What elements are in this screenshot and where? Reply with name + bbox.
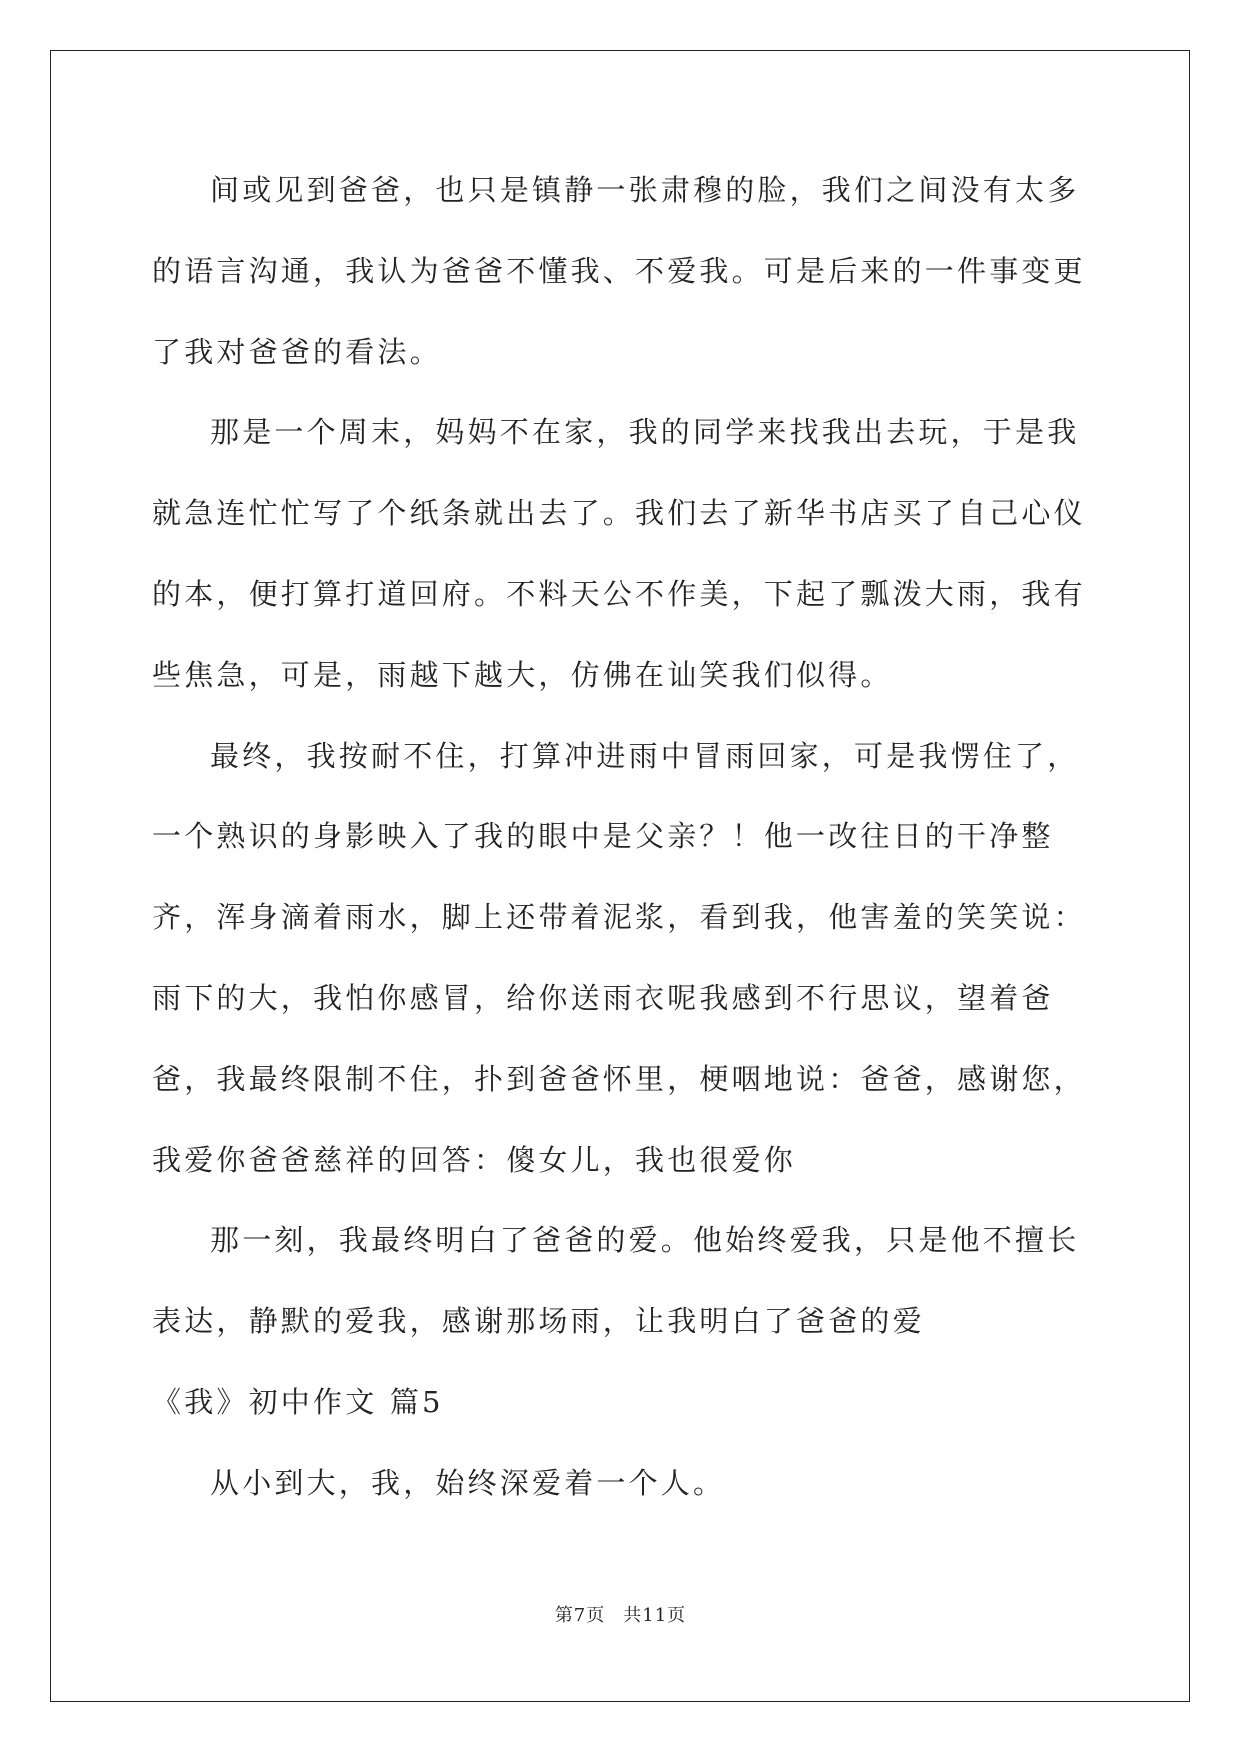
essay-heading: 《我》初中作文 篇5 (152, 1384, 444, 1419)
paragraph-5: 从小到大，我，始终深爱着一个人。 (210, 1465, 726, 1500)
paragraph-2: 那是一个周末，妈妈不在家，我的同学来找我出去玩，于是我就急连忙忙写了个纸条就出去了。我们去了新华书店买了自己心仪的本，便打算打道回府。不料天公不作美，下起了瓢泼大雨，我有些焦急，可是，雨越下越大，仿佛在讪笑我们似得。 (152, 415, 1086, 692)
page-footer (0, 1601, 1241, 1627)
page-number: 第7页 (554, 1605, 606, 1626)
paragraph-1: 间或见到爸爸，也只是镇静一张肃穆的脸，我们之间没有太多的语言沟通，我认为爸爸不懂我、不爱我。可是后来的一件事变更了我对爸爸的看法。 (152, 173, 1086, 369)
page-total: 共11页 (623, 1605, 687, 1626)
paragraph-3: 最终，我按耐不住，打算冲进雨中冒雨回家，可是我愣住了，一个熟识的身影映入了我的眼中是父亲？！他一改往日的干净整齐，浑身滴着雨水，脚上还带着泥浆，看到我，他害羞的笑笑说：雨下的大，我怕你感冒，给你送雨衣呢我感到不行思议，望着爸爸，我最终限制不住，扑到爸爸怀里，梗咽地说：爸爸，感谢您，我爱你爸爸慈祥的回答：傻女儿，我也很爱你 (152, 738, 1086, 1177)
document-body (152, 150, 1092, 1524)
paragraph-4: 那一刻，我最终明白了爸爸的爱。他始终爱我，只是他不擅长表达，静默的爱我，感谢那场雨，让我明白了爸爸的爱 (152, 1223, 1080, 1339)
